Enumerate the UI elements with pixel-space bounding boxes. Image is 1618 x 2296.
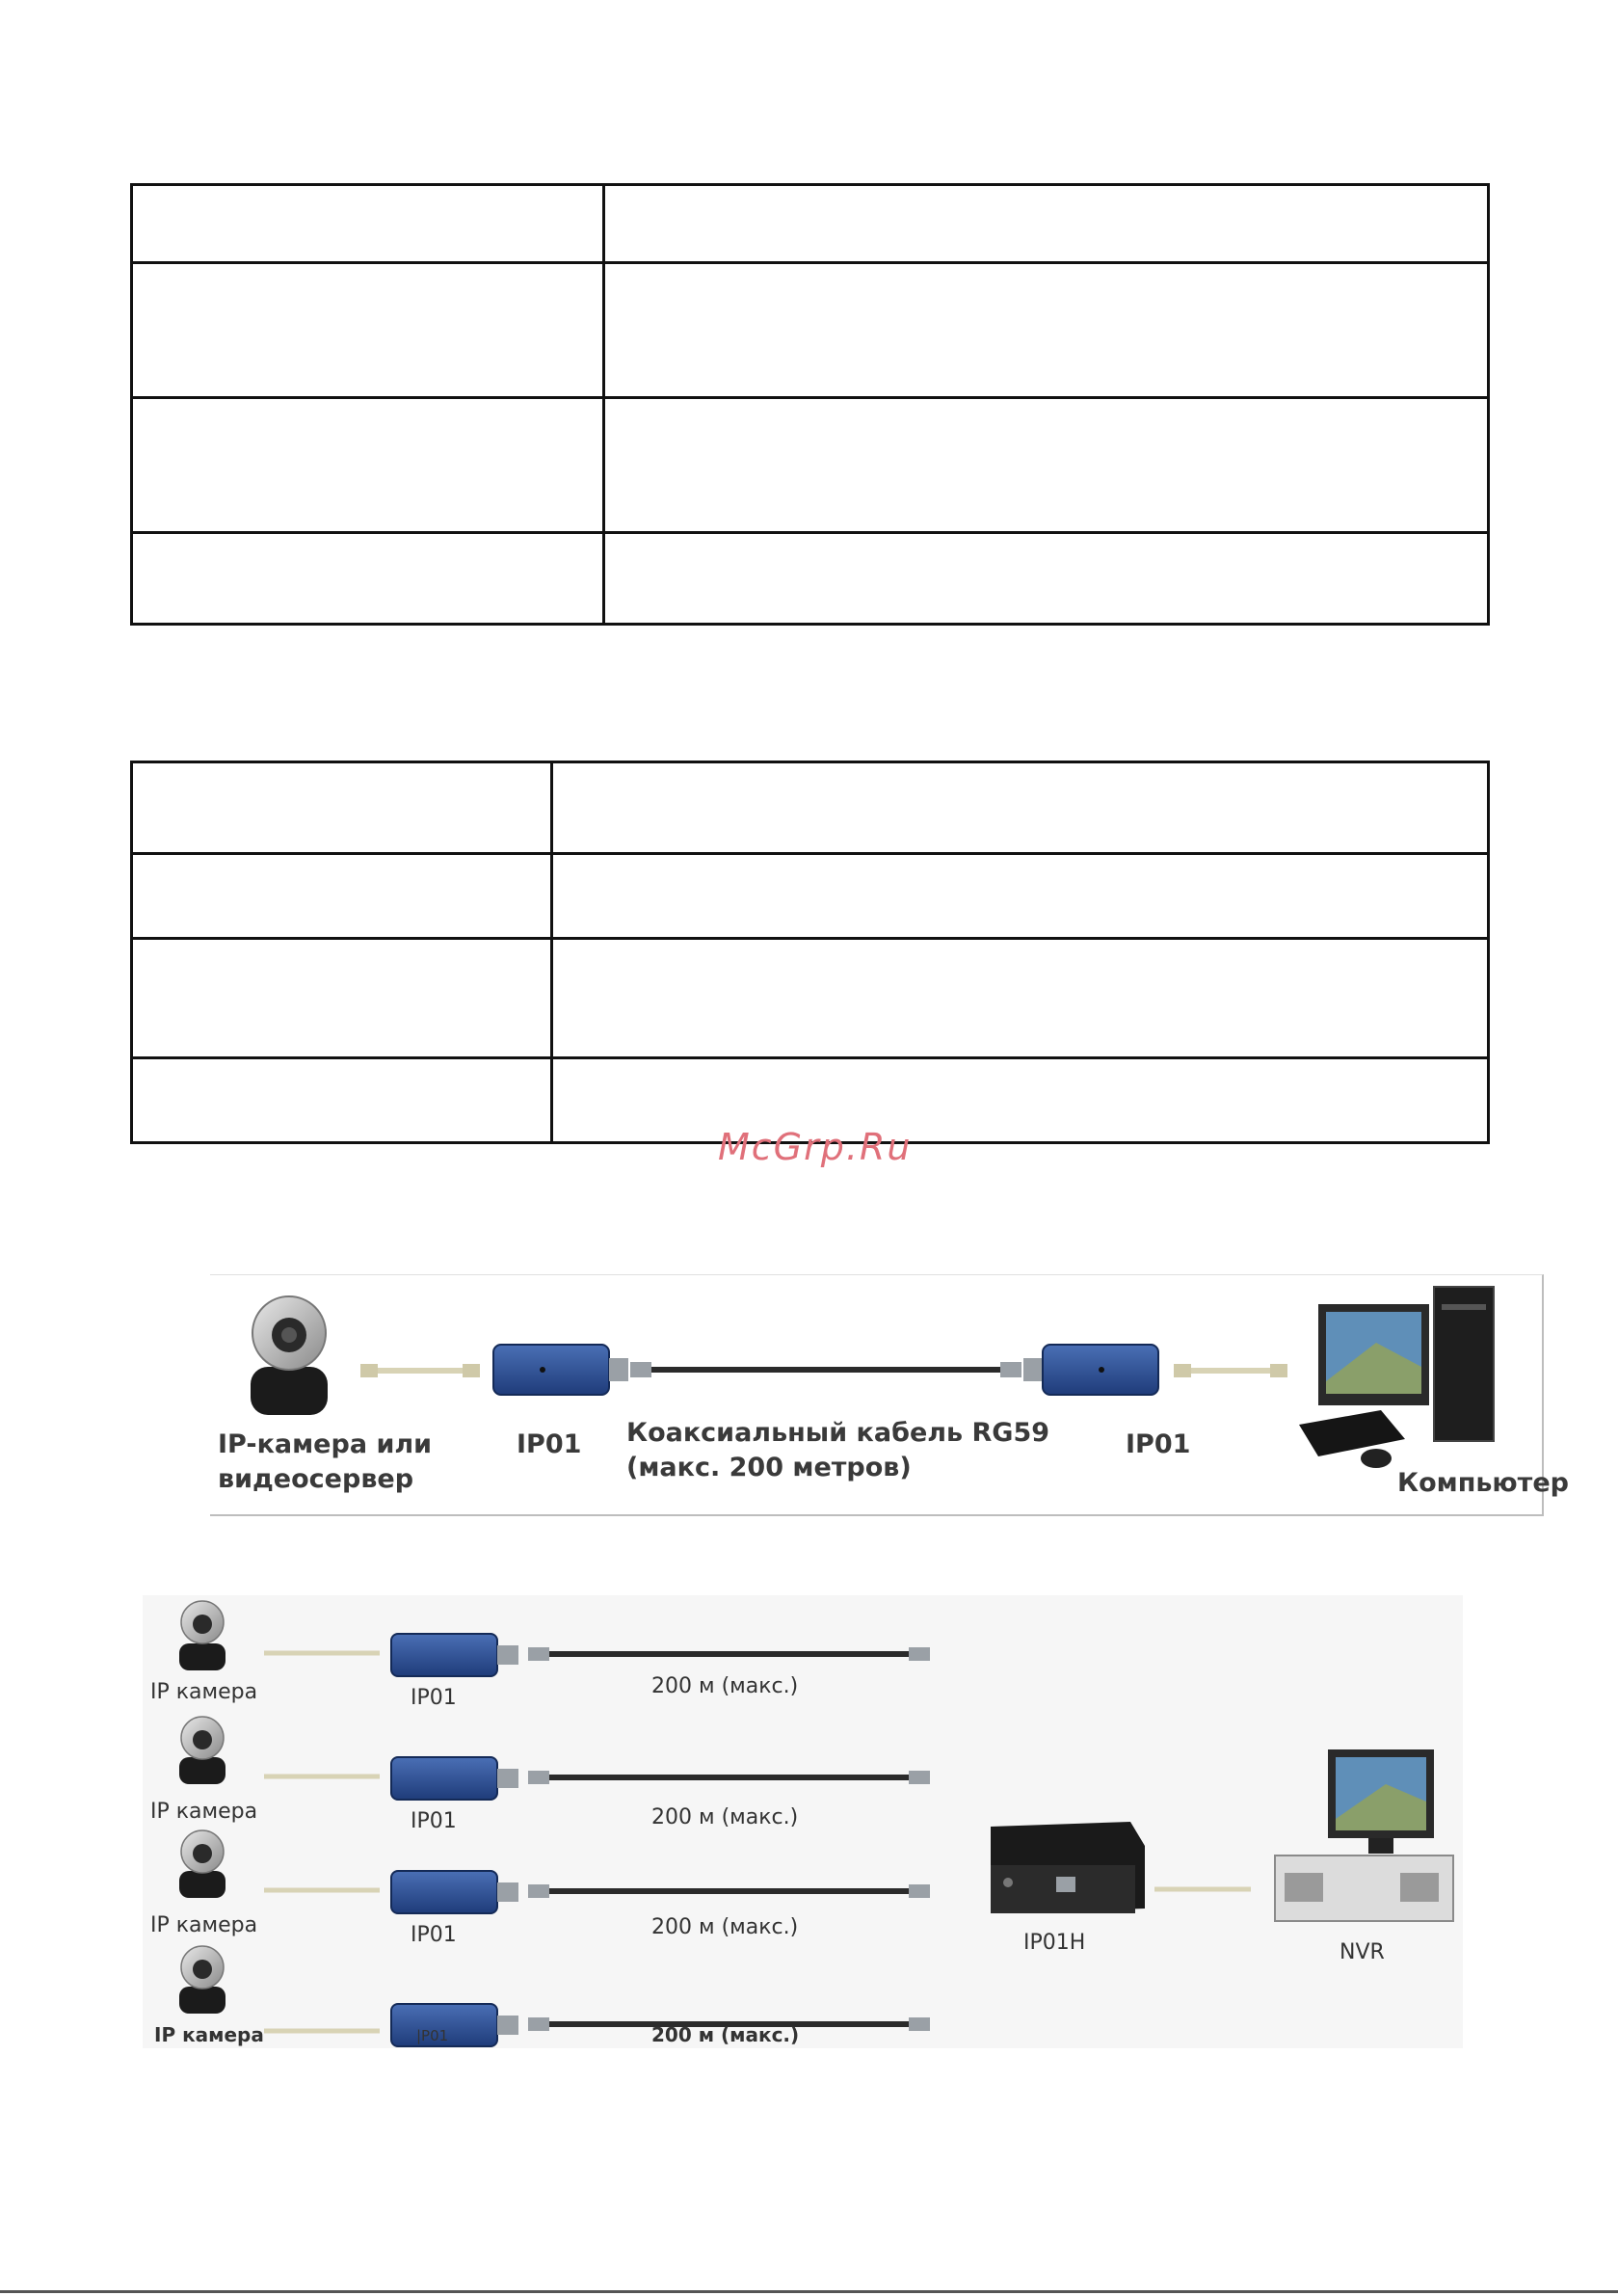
ip-camera-icon [179, 1601, 225, 1670]
ip-camera-icon [179, 1946, 225, 2014]
computer-icon [1299, 1287, 1494, 1468]
ip01-adapter-icon [391, 1871, 518, 1913]
table-cell [132, 185, 604, 263]
table-cell [604, 533, 1489, 625]
camera-row [179, 1946, 930, 2046]
right-adapter-label: IP01 [1126, 1429, 1191, 1459]
table-row [132, 762, 1489, 854]
left-adapter-label: IP01 [517, 1429, 582, 1459]
diagram2-graphics [143, 1595, 1463, 2048]
camera-label: IP-камера или [218, 1429, 433, 1459]
hub-label: IP01H [1023, 1931, 1086, 1955]
nvr-label: NVR [1339, 1940, 1385, 1964]
spec-table-2 [130, 761, 1490, 1144]
ip01-adapter-icon [391, 2004, 518, 2046]
camera-row [179, 1717, 930, 1800]
table-cell [132, 854, 552, 939]
table-row [132, 263, 1489, 398]
spec-table-1 [130, 183, 1490, 626]
camera-label: видеосервер [218, 1464, 414, 1494]
table-cell [552, 854, 1489, 939]
table-row [132, 939, 1489, 1058]
ethernet-cable-icon [1174, 1364, 1287, 1377]
table-row [132, 533, 1489, 625]
table-cell [604, 263, 1489, 398]
footer-rule [0, 2290, 1618, 2293]
ip01-adapter-icon [391, 1757, 518, 1800]
nvr-icon [1275, 1749, 1453, 1921]
cable-label: Коаксиальный кабель RG59 [626, 1418, 1050, 1448]
watermark: McGrp.Ru [718, 1126, 913, 1168]
cable-length-label: 200 м (макс.) [651, 1674, 799, 1698]
adapter-label: IP01 [411, 1923, 457, 1947]
adapter-label: IP01 [411, 1809, 457, 1833]
connection-diagram-multi [143, 1595, 1463, 2048]
camera-row [179, 1601, 930, 1676]
adapter-label: |P01 [416, 2027, 449, 2044]
ip-camera-icon [251, 1296, 328, 1415]
cable-length-label: 200 м (макс.) [651, 2023, 800, 2046]
table-cell [552, 762, 1489, 854]
camera-row [179, 1830, 930, 1913]
table-row [132, 185, 1489, 263]
table-cell [132, 762, 552, 854]
cable-label: (макс. 200 метров) [626, 1453, 912, 1482]
ip-camera-icon [179, 1717, 225, 1784]
cable-length-label: 200 м (макс.) [651, 1805, 799, 1829]
camera-label: IP камера [150, 1913, 258, 1937]
camera-label: IP камера [154, 2023, 264, 2046]
table-cell [552, 939, 1489, 1058]
ethernet-cable-icon [360, 1364, 480, 1377]
coax-cable-icon [528, 1647, 930, 1661]
table-cell [132, 398, 604, 533]
table-cell [132, 263, 604, 398]
table-cell [604, 398, 1489, 533]
connection-diagram-single [210, 1274, 1569, 1516]
ip01-adapter-icon [391, 1634, 518, 1676]
camera-label: IP камера [150, 1800, 258, 1824]
camera-label: IP камера [150, 1680, 258, 1704]
table-cell [552, 1058, 1489, 1143]
table-cell [132, 1058, 552, 1143]
computer-label: Компьютер [1397, 1468, 1569, 1498]
cable-length-label: 200 м (макс.) [651, 1915, 799, 1939]
coax-cable-icon [630, 1362, 1021, 1377]
adapter-label: IP01 [411, 1686, 457, 1710]
table-cell [604, 185, 1489, 263]
table-cell [132, 939, 552, 1058]
table-cell [132, 533, 604, 625]
ip01-adapter-icon [493, 1345, 628, 1395]
ip01-adapter-icon [1023, 1345, 1158, 1395]
coax-cable-icon [528, 1771, 930, 1784]
table-row [132, 398, 1489, 533]
coax-cable-icon [528, 1884, 930, 1898]
table-row [132, 854, 1489, 939]
ip01h-hub-icon [991, 1822, 1145, 1913]
ip-camera-icon [179, 1830, 225, 1898]
